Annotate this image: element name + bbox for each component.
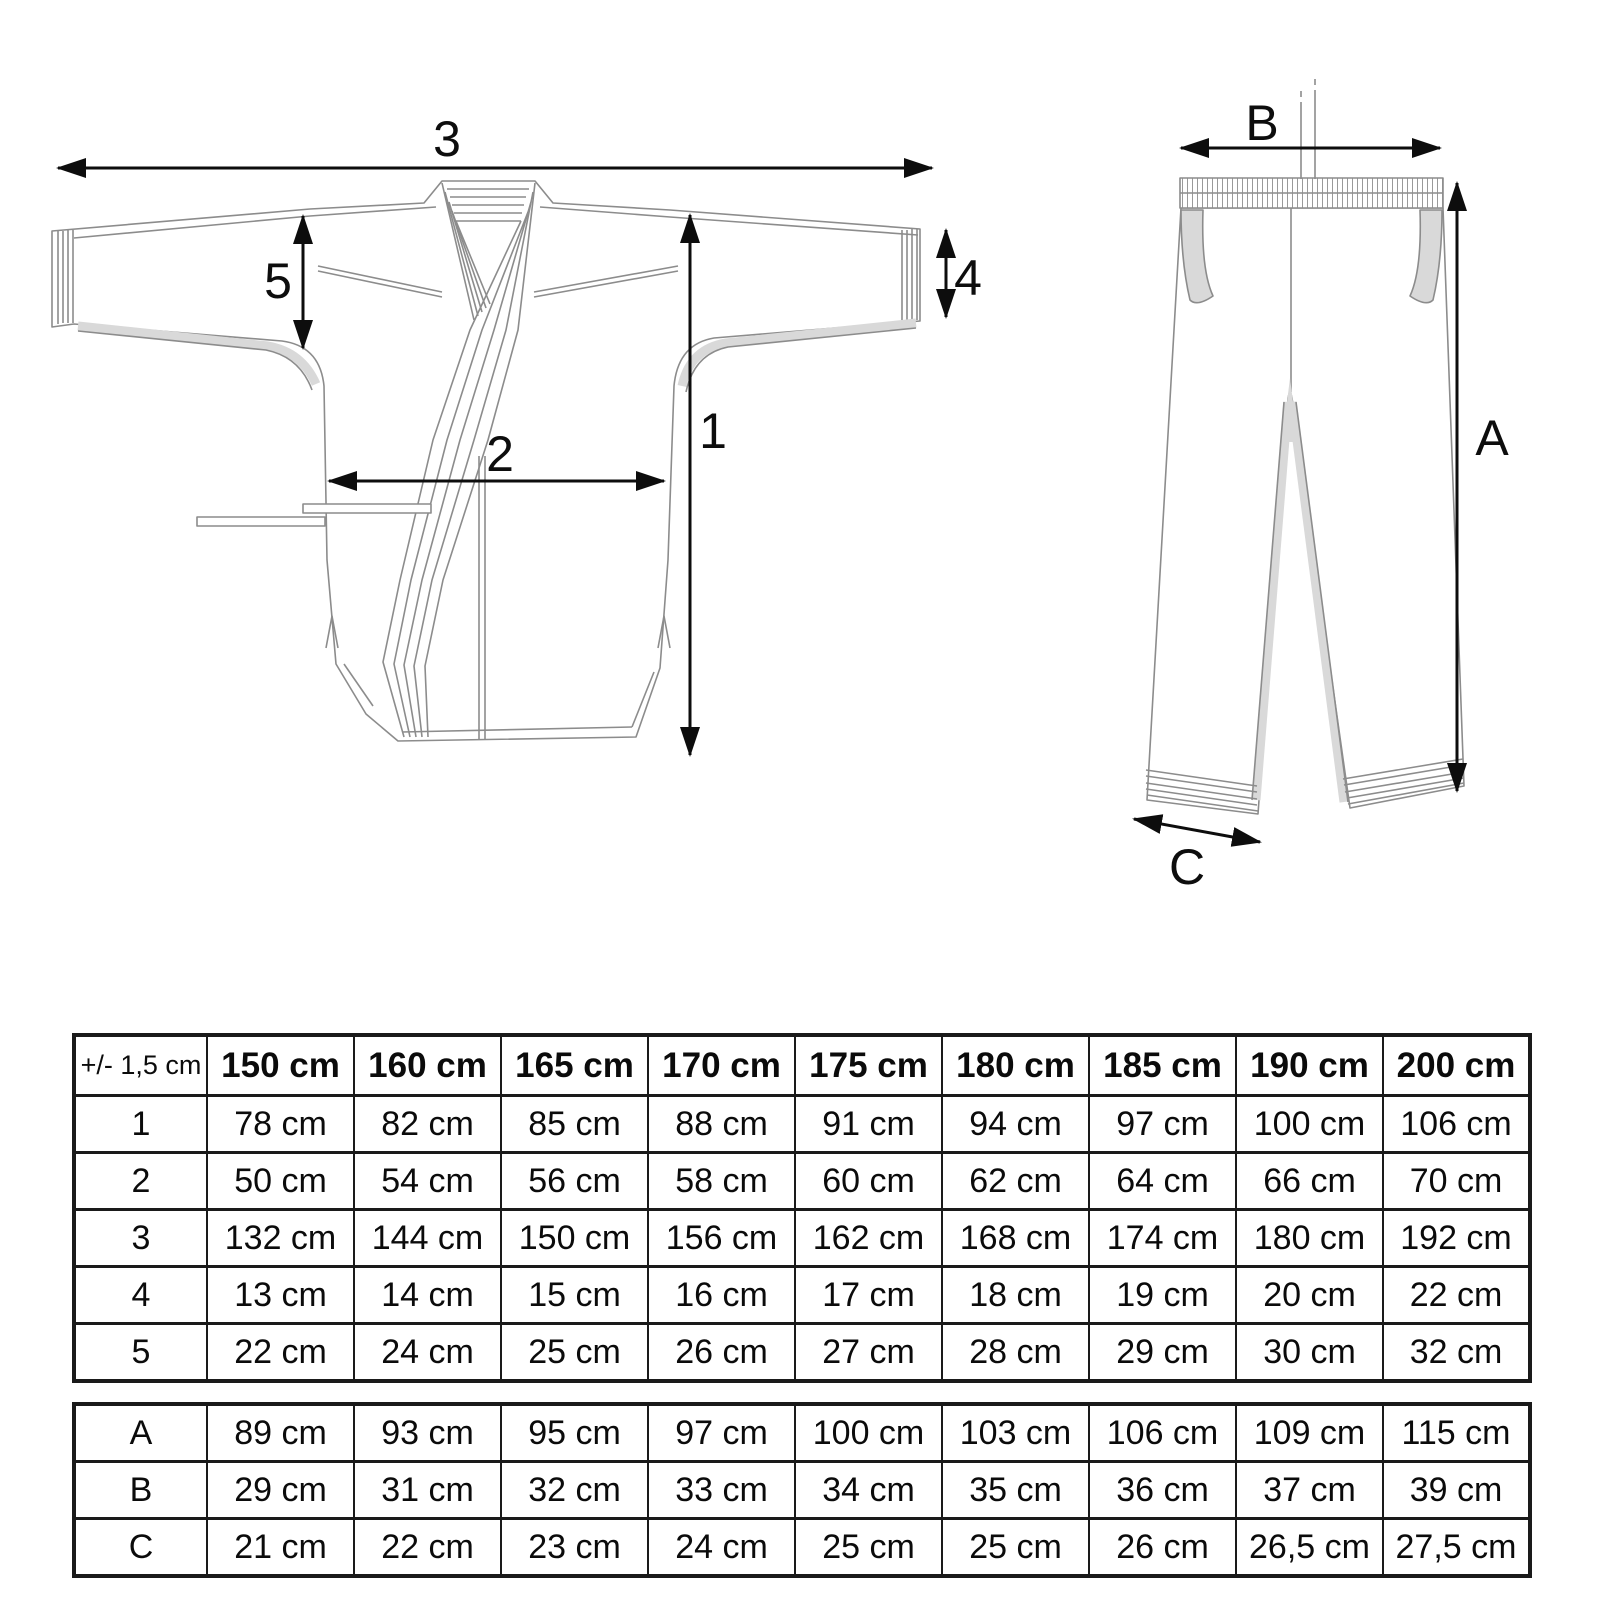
- measurement-value-cell: 144 cm: [354, 1210, 501, 1267]
- jacket-dim4-label: 4: [954, 250, 982, 306]
- tolerance-label-cell: +/- 1,5 cm: [74, 1035, 207, 1096]
- measurement-value-cell: 32 cm: [501, 1462, 648, 1519]
- measurement-value-cell: 17 cm: [795, 1267, 942, 1324]
- measurement-value-cell: 26 cm: [648, 1324, 795, 1382]
- measurement-value-cell: 13 cm: [207, 1267, 354, 1324]
- measurement-value-cell: 22 cm: [207, 1324, 354, 1382]
- measurement-value-cell: 36 cm: [1089, 1462, 1236, 1519]
- measurement-value-cell: 24 cm: [648, 1519, 795, 1577]
- measurement-value-cell: 106 cm: [1089, 1404, 1236, 1462]
- measurement-row: [74, 1153, 1530, 1210]
- measurement-label-cell: 3: [74, 1210, 207, 1267]
- measurement-value-cell: 18 cm: [942, 1267, 1089, 1324]
- measurement-label-cell: 4: [74, 1267, 207, 1324]
- measurement-value-cell: 156 cm: [648, 1210, 795, 1267]
- measurement-label-cell: A: [74, 1404, 207, 1462]
- pants-size-table: [72, 1402, 1532, 1578]
- measurement-row: [74, 1462, 1530, 1519]
- measurement-value-cell: 24 cm: [354, 1324, 501, 1382]
- height-column-header: 180 cm: [942, 1035, 1089, 1096]
- measurement-value-cell: 21 cm: [207, 1519, 354, 1577]
- measurement-row: [74, 1267, 1530, 1324]
- measurement-value-cell: 29 cm: [207, 1462, 354, 1519]
- measurement-value-cell: 15 cm: [501, 1267, 648, 1324]
- measurement-value-cell: 34 cm: [795, 1462, 942, 1519]
- measurement-value-cell: 168 cm: [942, 1210, 1089, 1267]
- measurement-value-cell: 14 cm: [354, 1267, 501, 1324]
- measurement-value-cell: 56 cm: [501, 1153, 648, 1210]
- measurement-value-cell: 162 cm: [795, 1210, 942, 1267]
- lower-tie-strap: [197, 517, 325, 526]
- measurement-value-cell: 32 cm: [1383, 1324, 1530, 1382]
- measurement-value-cell: 89 cm: [207, 1404, 354, 1462]
- measurement-label-cell: 5: [74, 1324, 207, 1382]
- measurement-label-cell: C: [74, 1519, 207, 1577]
- measurement-value-cell: 16 cm: [648, 1267, 795, 1324]
- measurement-value-cell: 35 cm: [942, 1462, 1089, 1519]
- measurement-label-cell: 2: [74, 1153, 207, 1210]
- measurement-label-cell: B: [74, 1462, 207, 1519]
- measurement-value-cell: 20 cm: [1236, 1267, 1383, 1324]
- height-column-header: 165 cm: [501, 1035, 648, 1096]
- measurement-row: [74, 1210, 1530, 1267]
- measurement-value-cell: 91 cm: [795, 1096, 942, 1153]
- measurement-value-cell: 60 cm: [795, 1153, 942, 1210]
- measurement-value-cell: 66 cm: [1236, 1153, 1383, 1210]
- measurement-value-cell: 103 cm: [942, 1404, 1089, 1462]
- measurement-value-cell: 64 cm: [1089, 1153, 1236, 1210]
- measurement-row: [74, 1404, 1530, 1462]
- height-column-header: 160 cm: [354, 1035, 501, 1096]
- measurement-value-cell: 106 cm: [1383, 1096, 1530, 1153]
- height-column-header: 170 cm: [648, 1035, 795, 1096]
- measurement-value-cell: 88 cm: [648, 1096, 795, 1153]
- measurement-value-cell: 192 cm: [1383, 1210, 1530, 1267]
- measurement-value-cell: 100 cm: [795, 1404, 942, 1462]
- drawstring-cords: [1301, 79, 1315, 179]
- measurement-value-cell: 23 cm: [501, 1519, 648, 1577]
- measurement-value-cell: 26 cm: [1089, 1519, 1236, 1577]
- measurement-value-cell: 97 cm: [648, 1404, 795, 1462]
- measurement-value-cell: 25 cm: [942, 1519, 1089, 1577]
- measurement-value-cell: 109 cm: [1236, 1404, 1383, 1462]
- jacket-dim5-label: 5: [264, 253, 292, 309]
- height-column-header: 200 cm: [1383, 1035, 1530, 1096]
- measurement-value-cell: 174 cm: [1089, 1210, 1236, 1267]
- measurement-row: [74, 1519, 1530, 1577]
- measurement-value-cell: 85 cm: [501, 1096, 648, 1153]
- pants-dimA-label: A: [1475, 410, 1509, 466]
- measurement-value-cell: 25 cm: [501, 1324, 648, 1382]
- jacket-dim3-label: 3: [433, 111, 461, 167]
- pants-dimB-label: B: [1245, 95, 1279, 151]
- height-header-row: [74, 1035, 1530, 1096]
- measurement-value-cell: 50 cm: [207, 1153, 354, 1210]
- measurement-value-cell: 27,5 cm: [1383, 1519, 1530, 1577]
- measurement-value-cell: 28 cm: [942, 1324, 1089, 1382]
- measurement-value-cell: 93 cm: [354, 1404, 501, 1462]
- measurement-value-cell: 54 cm: [354, 1153, 501, 1210]
- pants-drawing: [1146, 79, 1464, 814]
- pants-dimC-label: C: [1168, 839, 1206, 895]
- measurement-row: [74, 1096, 1530, 1153]
- height-column-header: 190 cm: [1236, 1035, 1383, 1096]
- measurement-value-cell: 180 cm: [1236, 1210, 1383, 1267]
- measurement-value-cell: 25 cm: [795, 1519, 942, 1577]
- measurement-value-cell: 78 cm: [207, 1096, 354, 1153]
- measurement-value-cell: 70 cm: [1383, 1153, 1530, 1210]
- measurement-value-cell: 62 cm: [942, 1153, 1089, 1210]
- measurement-label-cell: 1: [74, 1096, 207, 1153]
- measurement-value-cell: 33 cm: [648, 1462, 795, 1519]
- measurement-row: [74, 1324, 1530, 1382]
- measurement-value-cell: 30 cm: [1236, 1324, 1383, 1382]
- measurement-value-cell: 29 cm: [1089, 1324, 1236, 1382]
- height-column-header: 185 cm: [1089, 1035, 1236, 1096]
- jacket-dim2-label: 2: [486, 426, 514, 482]
- measurement-value-cell: 95 cm: [501, 1404, 648, 1462]
- upper-tie-strap: [303, 504, 431, 513]
- measurement-value-cell: 22 cm: [354, 1519, 501, 1577]
- jacket-size-table: [72, 1033, 1532, 1383]
- measurement-value-cell: 115 cm: [1383, 1404, 1530, 1462]
- measurement-value-cell: 132 cm: [207, 1210, 354, 1267]
- height-column-header: 175 cm: [795, 1035, 942, 1096]
- measurement-value-cell: 100 cm: [1236, 1096, 1383, 1153]
- measurement-value-cell: 39 cm: [1383, 1462, 1530, 1519]
- measurement-value-cell: 22 cm: [1383, 1267, 1530, 1324]
- jacket-dim1-label: 1: [699, 403, 727, 459]
- height-column-header: 150 cm: [207, 1035, 354, 1096]
- measurement-value-cell: 97 cm: [1089, 1096, 1236, 1153]
- measurement-value-cell: 26,5 cm: [1236, 1519, 1383, 1577]
- measurement-value-cell: 58 cm: [648, 1153, 795, 1210]
- measurement-value-cell: 27 cm: [795, 1324, 942, 1382]
- measurement-value-cell: 94 cm: [942, 1096, 1089, 1153]
- measurement-value-cell: 19 cm: [1089, 1267, 1236, 1324]
- measurement-value-cell: 31 cm: [354, 1462, 501, 1519]
- measurement-value-cell: 150 cm: [501, 1210, 648, 1267]
- measurement-value-cell: 82 cm: [354, 1096, 501, 1153]
- measurement-value-cell: 37 cm: [1236, 1462, 1383, 1519]
